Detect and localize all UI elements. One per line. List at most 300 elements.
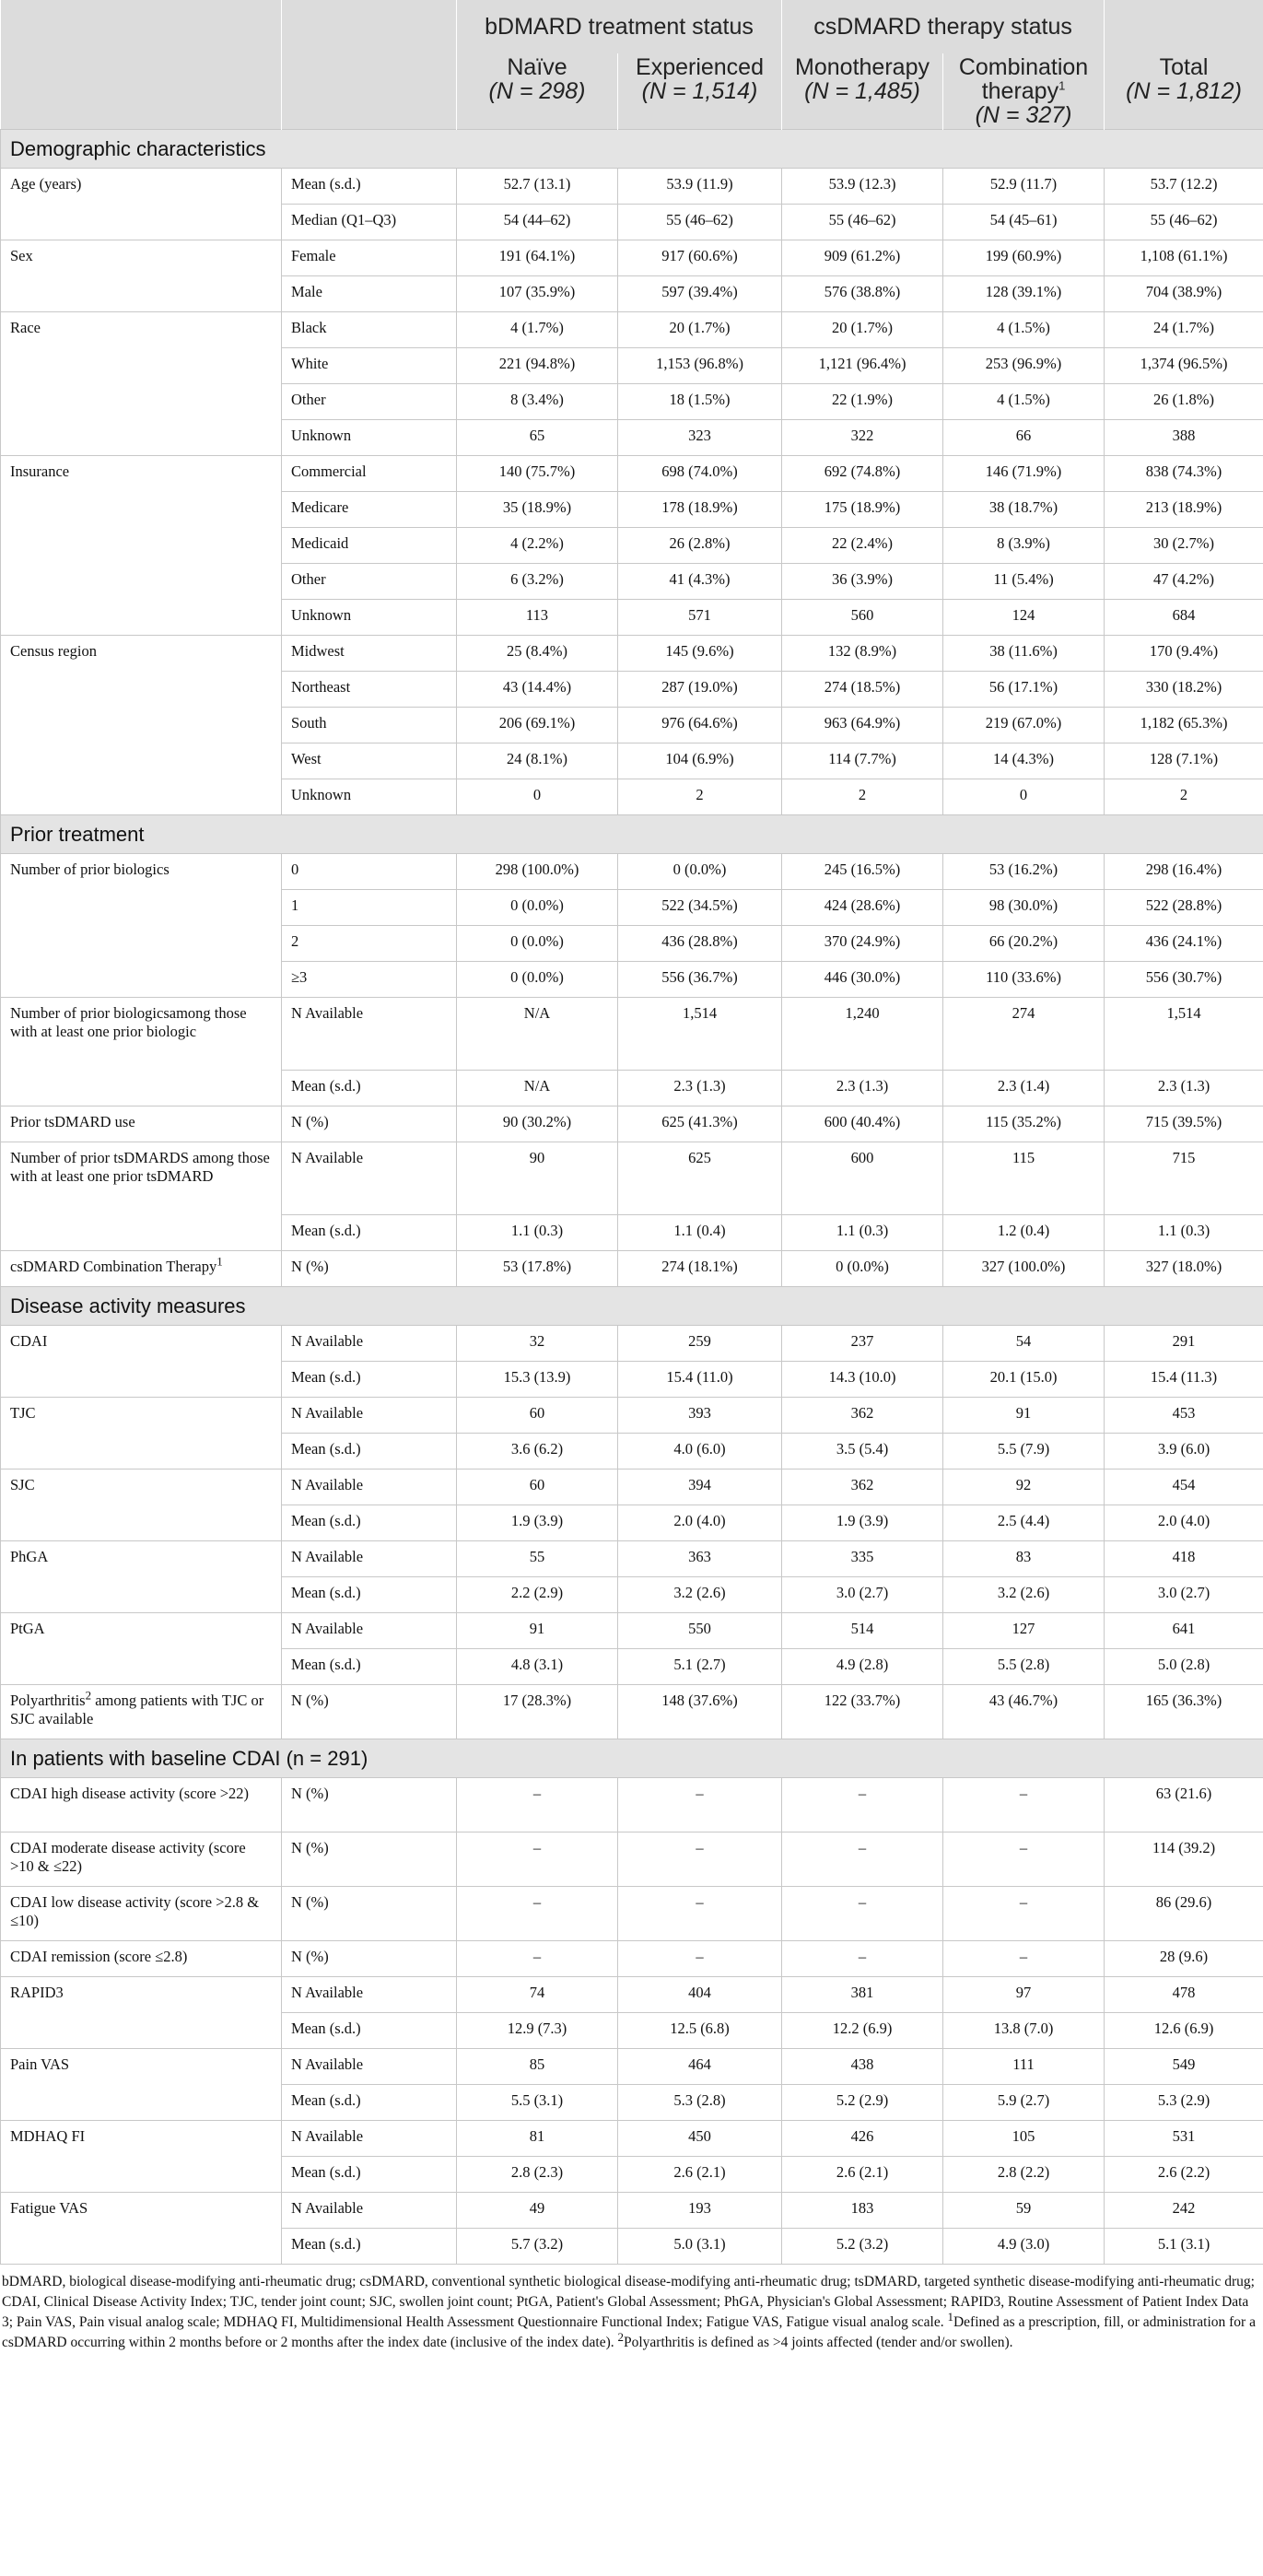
value-cell: –: [618, 1887, 782, 1941]
value-cell: 522 (34.5%): [618, 890, 782, 926]
row-label-cell: [1, 1142, 282, 1215]
header-group-csdmard: csDMARD therapy status: [782, 0, 1105, 53]
value-cell: 5.5 (2.8): [943, 1649, 1105, 1685]
value-cell: 110 (33.6%): [943, 962, 1105, 998]
value-cell: 0 (0.0%): [457, 926, 618, 962]
value-cell: 556 (30.7%): [1105, 962, 1263, 998]
header-col-monotherapy: Monotherapy (N = 1,485): [782, 53, 943, 130]
row-stat: Unknown: [282, 600, 457, 636]
row-stat: Mean (s.d.): [282, 1649, 457, 1685]
value-cell: –: [457, 1778, 618, 1832]
value-cell: 2.6 (2.2): [1105, 2157, 1263, 2193]
row-label-cell: [1, 1541, 282, 1577]
value-cell: 4.9 (3.0): [943, 2229, 1105, 2265]
value-cell: 514: [782, 1613, 943, 1649]
value-cell: 335: [782, 1541, 943, 1577]
value-cell: 49: [457, 2193, 618, 2229]
value-cell: 362: [782, 1469, 943, 1505]
row-label: CDAI high disease activity (score >22): [10, 1785, 250, 1802]
row-label: CDAI: [10, 1332, 48, 1350]
value-cell: 165 (36.3%): [1105, 1685, 1263, 1739]
table-row: [1, 1577, 1263, 1613]
value-cell: 60: [457, 1398, 618, 1434]
value-cell: 4.9 (2.8): [782, 1649, 943, 1685]
value-cell: 115: [943, 1142, 1105, 1215]
row-label-cell: [1, 1071, 282, 1107]
table-row: [1, 1941, 1263, 1977]
value-cell: 86 (29.6): [1105, 1887, 1263, 1941]
row-stat: Median (Q1–Q3): [282, 205, 457, 240]
value-cell: 4 (2.2%): [457, 528, 618, 564]
value-cell: 917 (60.6%): [618, 240, 782, 276]
value-cell: 838 (74.3%): [1105, 456, 1263, 492]
value-cell: 3.0 (2.7): [782, 1577, 943, 1613]
row-stat: 1: [282, 890, 457, 926]
value-cell: 20 (1.7%): [782, 312, 943, 348]
row-label-cell: [1, 564, 282, 600]
value-cell: 394: [618, 1469, 782, 1505]
row-label-cell: [1, 1577, 282, 1613]
table-row: [1, 2121, 1263, 2157]
row-label-cell: [1, 1251, 282, 1287]
table-row: [1, 420, 1263, 456]
section-title: Disease activity measures: [1, 1287, 1263, 1326]
row-label-cell: [1, 1649, 282, 1685]
row-label-cell: [1, 708, 282, 744]
header-group-bdmard: bDMARD treatment status: [457, 0, 782, 53]
row-stat: Female: [282, 240, 457, 276]
value-cell: –: [618, 1832, 782, 1887]
value-cell: 1.1 (0.3): [1105, 1215, 1263, 1251]
section-title: Prior treatment: [1, 815, 1263, 854]
row-label-cell: [1, 1326, 282, 1362]
value-cell: 5.1 (2.7): [618, 1649, 782, 1685]
value-cell: 242: [1105, 2193, 1263, 2229]
value-cell: 15.4 (11.0): [618, 1362, 782, 1398]
table-row: [1, 1434, 1263, 1469]
value-cell: 330 (18.2%): [1105, 672, 1263, 708]
value-cell: 114 (7.7%): [782, 744, 943, 779]
row-stat: N (%): [282, 1685, 457, 1739]
section-title: Demographic characteristics: [1, 130, 1263, 169]
value-cell: 12.2 (6.9): [782, 2013, 943, 2049]
value-cell: 388: [1105, 420, 1263, 456]
value-cell: 692 (74.8%): [782, 456, 943, 492]
value-cell: 8 (3.9%): [943, 528, 1105, 564]
value-cell: –: [457, 1887, 618, 1941]
value-cell: 715: [1105, 1142, 1263, 1215]
row-label-cell: [1, 384, 282, 420]
row-stat: N (%): [282, 1778, 457, 1832]
value-cell: 91: [457, 1613, 618, 1649]
row-label-cell: [1, 2121, 282, 2157]
row-stat: 2: [282, 926, 457, 962]
value-cell: 1,514: [618, 998, 782, 1071]
row-label: PhGA: [10, 1548, 49, 1565]
row-stat: N (%): [282, 1107, 457, 1142]
value-cell: 597 (39.4%): [618, 276, 782, 312]
value-cell: 113: [457, 600, 618, 636]
value-cell: 2.2 (2.9): [457, 1577, 618, 1613]
value-cell: 52.7 (13.1): [457, 169, 618, 205]
value-cell: 213 (18.9%): [1105, 492, 1263, 528]
row-stat: Other: [282, 384, 457, 420]
row-stat: N Available: [282, 1142, 457, 1215]
row-label: Age (years): [10, 175, 82, 193]
footnote-marker: 2: [85, 1688, 92, 1703]
value-cell: 83: [943, 1541, 1105, 1577]
row-stat: N Available: [282, 2193, 457, 2229]
table-row: [1, 348, 1263, 384]
row-stat: Mean (s.d.): [282, 1577, 457, 1613]
value-cell: 291: [1105, 1326, 1263, 1362]
value-cell: 4.8 (3.1): [457, 1649, 618, 1685]
value-cell: 14 (4.3%): [943, 744, 1105, 779]
value-cell: 976 (64.6%): [618, 708, 782, 744]
value-cell: 53 (17.8%): [457, 1251, 618, 1287]
value-cell: 549: [1105, 2049, 1263, 2085]
row-label-cell: [1, 2229, 282, 2265]
value-cell: 1,514: [1105, 998, 1263, 1071]
value-cell: 2: [618, 779, 782, 815]
value-cell: 1,182 (65.3%): [1105, 708, 1263, 744]
value-cell: 2.0 (4.0): [1105, 1505, 1263, 1541]
table-row: [1, 169, 1263, 205]
header-col-total: Total (N = 1,812): [1105, 53, 1263, 130]
row-stat: Mean (s.d.): [282, 1434, 457, 1469]
table-row: [1, 564, 1263, 600]
row-stat: White: [282, 348, 457, 384]
value-cell: –: [782, 1941, 943, 1977]
row-label-cell: [1, 926, 282, 962]
value-cell: 2.3 (1.3): [1105, 1071, 1263, 1107]
row-label-cell: [1, 1215, 282, 1251]
value-cell: 54 (44–62): [457, 205, 618, 240]
row-label-cell: [1, 492, 282, 528]
value-cell: 454: [1105, 1469, 1263, 1505]
row-label-cell: [1, 528, 282, 564]
value-cell: 65: [457, 420, 618, 456]
value-cell: 381: [782, 1977, 943, 2013]
table-row: [1, 2085, 1263, 2121]
row-label: Number of prior biologics: [10, 861, 170, 878]
row-stat: N Available: [282, 1977, 457, 2013]
row-label-cell: [1, 205, 282, 240]
row-label: MDHAQ FI: [10, 2127, 86, 2145]
value-cell: 53.9 (11.9): [618, 169, 782, 205]
row-label-cell: [1, 1398, 282, 1434]
value-cell: 25 (8.4%): [457, 636, 618, 672]
value-cell: 38 (11.6%): [943, 636, 1105, 672]
table-row: [1, 1071, 1263, 1107]
value-cell: 2: [782, 779, 943, 815]
value-cell: 327 (18.0%): [1105, 1251, 1263, 1287]
value-cell: 1.9 (3.9): [457, 1505, 618, 1541]
value-cell: 625: [618, 1142, 782, 1215]
value-cell: 183: [782, 2193, 943, 2229]
value-cell: 4.0 (6.0): [618, 1434, 782, 1469]
row-stat: Male: [282, 276, 457, 312]
value-cell: 53.9 (12.3): [782, 169, 943, 205]
row-stat: N Available: [282, 1541, 457, 1577]
value-cell: 206 (69.1%): [457, 708, 618, 744]
value-cell: 127: [943, 1613, 1105, 1649]
table-row: [1, 492, 1263, 528]
row-stat: N Available: [282, 2049, 457, 2085]
value-cell: 0 (0.0%): [618, 854, 782, 890]
value-cell: 175 (18.9%): [782, 492, 943, 528]
value-cell: 41 (4.3%): [618, 564, 782, 600]
value-cell: 22 (1.9%): [782, 384, 943, 420]
value-cell: 0 (0.0%): [457, 962, 618, 998]
row-label-cell: [1, 779, 282, 815]
table-row: [1, 1778, 1263, 1832]
row-stat: N (%): [282, 1887, 457, 1941]
row-stat: Mean (s.d.): [282, 2157, 457, 2193]
value-cell: 322: [782, 420, 943, 456]
header-blank: [282, 0, 457, 53]
value-cell: 5.7 (3.2): [457, 2229, 618, 2265]
section-header-row: [1, 1287, 1263, 1326]
header-blank: [1105, 0, 1263, 53]
table-row: [1, 2049, 1263, 2085]
header-blank: [1, 0, 282, 53]
value-cell: 15.3 (13.9): [457, 1362, 618, 1398]
value-cell: 199 (60.9%): [943, 240, 1105, 276]
value-cell: 38 (18.7%): [943, 492, 1105, 528]
table-row: [1, 890, 1263, 926]
value-cell: 0 (0.0%): [782, 1251, 943, 1287]
value-cell: 11 (5.4%): [943, 564, 1105, 600]
table-row: [1, 384, 1263, 420]
value-cell: 600: [782, 1142, 943, 1215]
value-cell: 259: [618, 1326, 782, 1362]
row-label-cell: [1, 2157, 282, 2193]
table-row: [1, 1107, 1263, 1142]
value-cell: 55 (46–62): [782, 205, 943, 240]
value-cell: 98 (30.0%): [943, 890, 1105, 926]
value-cell: 54 (45–61): [943, 205, 1105, 240]
value-cell: 193: [618, 2193, 782, 2229]
row-stat: Mean (s.d.): [282, 2229, 457, 2265]
table-row: [1, 1398, 1263, 1434]
table-row: [1, 312, 1263, 348]
value-cell: 3.6 (6.2): [457, 1434, 618, 1469]
row-label-cell: [1, 1685, 282, 1739]
value-cell: 531: [1105, 2121, 1263, 2157]
value-cell: 1.9 (3.9): [782, 1505, 943, 1541]
row-label: Pain VAS: [10, 2055, 70, 2073]
value-cell: 426: [782, 2121, 943, 2157]
value-cell: 74: [457, 1977, 618, 2013]
value-cell: 1,153 (96.8%): [618, 348, 782, 384]
value-cell: 43 (14.4%): [457, 672, 618, 708]
value-cell: 148 (37.6%): [618, 1685, 782, 1739]
value-cell: 2.8 (2.2): [943, 2157, 1105, 2193]
section-title: In patients with baseline CDAI (n = 291): [1, 1739, 1263, 1778]
value-cell: 124: [943, 600, 1105, 636]
table-row: [1, 1326, 1263, 1362]
value-cell: 28 (9.6): [1105, 1941, 1263, 1977]
value-cell: 105: [943, 2121, 1105, 2157]
value-cell: 53.7 (12.2): [1105, 169, 1263, 205]
value-cell: 128 (39.1%): [943, 276, 1105, 312]
header-col-naive: Naïve (N = 298): [457, 53, 618, 130]
table-row: [1, 926, 1263, 962]
value-cell: 12.9 (7.3): [457, 2013, 618, 2049]
value-cell: 24 (1.7%): [1105, 312, 1263, 348]
value-cell: 453: [1105, 1398, 1263, 1434]
value-cell: 424 (28.6%): [782, 890, 943, 926]
row-stat: Medicare: [282, 492, 457, 528]
row-stat: Northeast: [282, 672, 457, 708]
value-cell: 370 (24.9%): [782, 926, 943, 962]
row-stat: Mean (s.d.): [282, 2013, 457, 2049]
row-stat: N Available: [282, 2121, 457, 2157]
value-cell: –: [943, 1887, 1105, 1941]
table-row: [1, 1505, 1263, 1541]
row-label-cont: among patients with TJC or SJC available: [10, 1692, 264, 1727]
value-cell: 464: [618, 2049, 782, 2085]
row-label-cell: [1, 1107, 282, 1142]
value-cell: 20 (1.7%): [618, 312, 782, 348]
row-stat: West: [282, 744, 457, 779]
value-cell: 90: [457, 1142, 618, 1215]
value-cell: 550: [618, 1613, 782, 1649]
value-cell: 600 (40.4%): [782, 1107, 943, 1142]
value-cell: –: [782, 1887, 943, 1941]
table-row: [1, 1541, 1263, 1577]
value-cell: 0 (0.0%): [457, 890, 618, 926]
table-row: [1, 672, 1263, 708]
row-label: csDMARD Combination Therapy: [10, 1258, 217, 1275]
value-cell: 715 (39.5%): [1105, 1107, 1263, 1142]
value-cell: 5.1 (3.1): [1105, 2229, 1263, 2265]
value-cell: 704 (38.9%): [1105, 276, 1263, 312]
row-label: Prior tsDMARD use: [10, 1113, 135, 1130]
value-cell: 556 (36.7%): [618, 962, 782, 998]
row-label-cell: [1, 636, 282, 672]
table-row: [1, 600, 1263, 636]
value-cell: 274 (18.1%): [618, 1251, 782, 1287]
value-cell: 1.2 (0.4): [943, 1215, 1105, 1251]
row-label-cell: [1, 2049, 282, 2085]
value-cell: 111: [943, 2049, 1105, 2085]
footnote-1: Defined as a prescription, fill, or administration for a csDMARD occurring within 2 months before or 2 months after the index date (inclusive of the index date).: [2, 2314, 1256, 2350]
value-cell: N/A: [457, 998, 618, 1071]
value-cell: 35 (18.9%): [457, 492, 618, 528]
value-cell: 146 (71.9%): [943, 456, 1105, 492]
value-cell: 18 (1.5%): [618, 384, 782, 420]
value-cell: 53 (16.2%): [943, 854, 1105, 890]
row-label-cell: [1, 1469, 282, 1505]
value-cell: 327 (100.0%): [943, 1251, 1105, 1287]
value-cell: 12.5 (6.8): [618, 2013, 782, 2049]
value-cell: 17 (28.3%): [457, 1685, 618, 1739]
value-cell: 115 (35.2%): [943, 1107, 1105, 1142]
header-col-combination: Combination therapy$^1$ (N = 327): [943, 53, 1105, 130]
row-label-cell: [1, 2085, 282, 2121]
value-cell: 2.6 (2.1): [618, 2157, 782, 2193]
row-label-cell: [1, 1434, 282, 1469]
row-stat: Unknown: [282, 779, 457, 815]
row-stat: Midwest: [282, 636, 457, 672]
row-stat: Unknown: [282, 420, 457, 456]
value-cell: –: [457, 1941, 618, 1977]
row-label: Number of prior biologicsamong those with at least one prior biologic: [10, 1004, 247, 1040]
value-cell: 104 (6.9%): [618, 744, 782, 779]
value-cell: 66 (20.2%): [943, 926, 1105, 962]
table-footnote: bDMARD, biological disease-modifying anti-rheumatic drug; csDMARD, conventional synthetic biological disease-modifying anti-rheumatic drug; tsDMARD, targeted synthetic disease-modifying anti-rheumatic drug; CDAI, Clinical Disease Activity Index; TJC, tender joint count; SJC, swollen joint count; PtGA, Patient's Global Assessment; PhGA, Physician's Global Assessment; RAPID3, Routine Assessment of Patient Index Data 3; Pain VAS, Pain visual analog scale; MDHAQ FI, Multidimensional Health Assessment Questionnaire Functional Index; Fatigue VAS, Fatigue visual analog scale. $^1$Defined as a prescription, fill, or administration for a csDMARD occurring within 2 months before or 2 months after the index date (inclusive of the index date). $^2$Polyarthritis is defined as >4 joints affected (tender and/or swollen).: [2, 2274, 1256, 2350]
value-cell: 3.2 (2.6): [618, 1577, 782, 1613]
value-cell: 5.2 (3.2): [782, 2229, 943, 2265]
value-cell: –: [943, 1832, 1105, 1887]
value-cell: 298 (100.0%): [457, 854, 618, 890]
row-stat: Mean (s.d.): [282, 1071, 457, 1107]
value-cell: 43 (46.7%): [943, 1685, 1105, 1739]
value-cell: 245 (16.5%): [782, 854, 943, 890]
value-cell: 963 (64.9%): [782, 708, 943, 744]
value-cell: –: [618, 1778, 782, 1832]
row-stat: Other: [282, 564, 457, 600]
table-row: [1, 962, 1263, 998]
value-cell: 1,240: [782, 998, 943, 1071]
row-label-cell: [1, 2013, 282, 2049]
value-cell: 287 (19.0%): [618, 672, 782, 708]
value-cell: 128 (7.1%): [1105, 744, 1263, 779]
value-cell: 0: [943, 779, 1105, 815]
value-cell: 54: [943, 1326, 1105, 1362]
value-cell: 55 (46–62): [618, 205, 782, 240]
value-cell: 446 (30.0%): [782, 962, 943, 998]
table-row: [1, 1469, 1263, 1505]
row-label-cell: [1, 276, 282, 312]
value-cell: 52.9 (11.7): [943, 169, 1105, 205]
value-cell: 122 (33.7%): [782, 1685, 943, 1739]
table-row: [1, 779, 1263, 815]
value-cell: 1.1 (0.3): [457, 1215, 618, 1251]
value-cell: 5.5 (7.9): [943, 1434, 1105, 1469]
value-cell: 140 (75.7%): [457, 456, 618, 492]
value-cell: 2.5 (4.4): [943, 1505, 1105, 1541]
value-cell: 20.1 (15.0): [943, 1362, 1105, 1398]
value-cell: 4 (1.5%): [943, 312, 1105, 348]
row-stat: Mean (s.d.): [282, 169, 457, 205]
value-cell: 145 (9.6%): [618, 636, 782, 672]
table-row: [1, 2157, 1263, 2193]
row-label: Sex: [10, 247, 33, 264]
table-row: [1, 2229, 1263, 2265]
row-label: PtGA: [10, 1620, 45, 1637]
value-cell: 438: [782, 2049, 943, 2085]
footnote-2: Polyarthritis is defined as >4 joints affected (tender and/or swollen).: [623, 2335, 1013, 2350]
row-label-cell: [1, 1362, 282, 1398]
value-cell: 5.2 (2.9): [782, 2085, 943, 2121]
value-cell: 26 (2.8%): [618, 528, 782, 564]
value-cell: 2.3 (1.3): [618, 1071, 782, 1107]
row-label-cell: [1, 672, 282, 708]
table-row: [1, 1613, 1263, 1649]
value-cell: 15.4 (11.3): [1105, 1362, 1263, 1398]
row-label: Race: [10, 319, 41, 336]
table-row: [1, 998, 1263, 1071]
row-stat: N Available: [282, 1469, 457, 1505]
value-cell: 274: [943, 998, 1105, 1071]
table-row: [1, 1142, 1263, 1215]
row-stat: N (%): [282, 1941, 457, 1977]
value-cell: 221 (94.8%): [457, 348, 618, 384]
row-stat: 0: [282, 854, 457, 890]
